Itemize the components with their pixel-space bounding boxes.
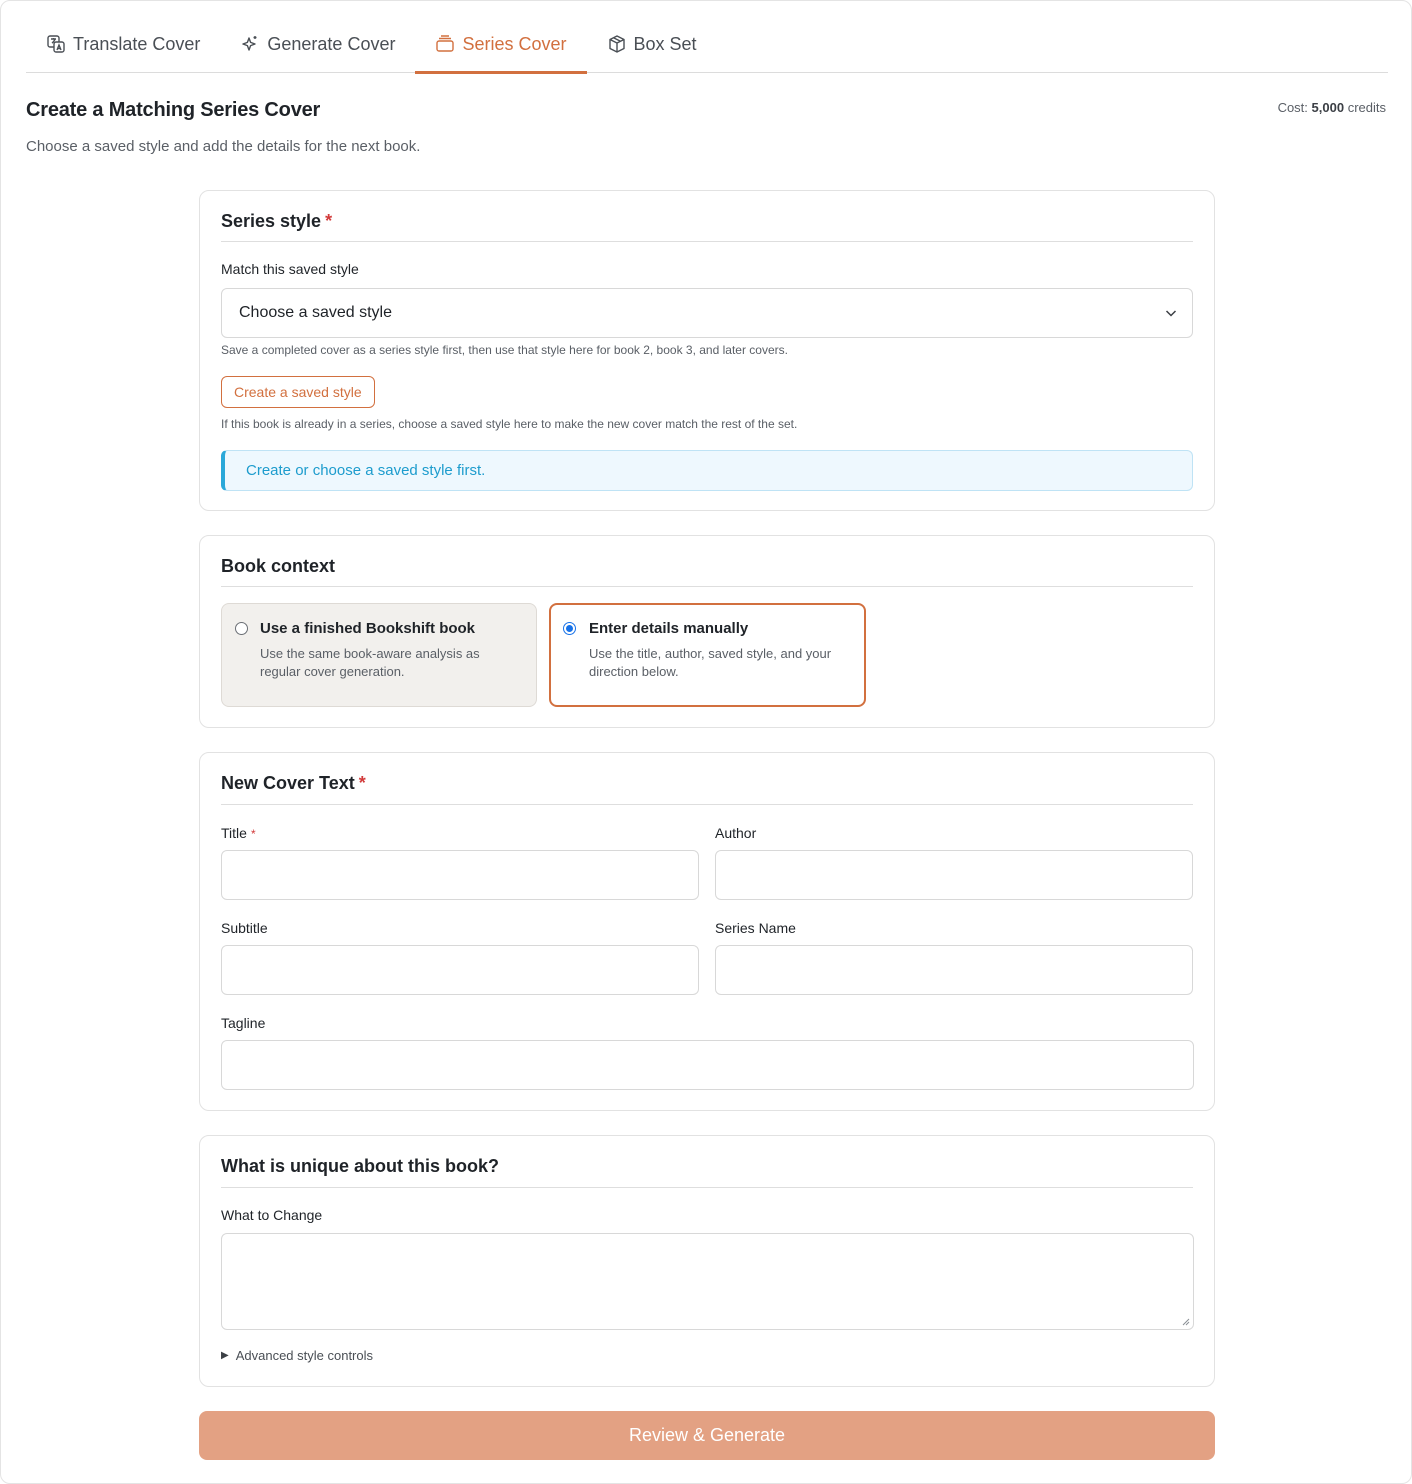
series-name-label: Series Name [715,920,796,936]
tab-label: Box Set [633,33,697,54]
what-to-change-label: What to Change [221,1207,323,1223]
disclosure-triangle-icon: ▶ [221,1350,229,1361]
cost-label: Cost: [1277,100,1308,115]
tab-translate-cover[interactable] [26,15,220,73]
required-marker: * [250,827,256,841]
cost-value: 5,000 [1311,100,1345,115]
unique-book-card [199,1135,1215,1387]
radio-manual-details[interactable] [563,622,576,635]
author-input[interactable] [715,850,1193,900]
cover-text-card [199,752,1215,1111]
create-saved-style-button[interactable]: Create a saved style [221,376,375,408]
option-title: Use a finished Bookshift book [260,620,476,637]
cost-indicator [1278,100,1386,115]
what-to-change-textarea[interactable] [221,1233,1194,1330]
unique-book-title: What is unique about this book? [221,1156,499,1176]
title-input[interactable] [221,850,699,900]
divider [221,1187,1193,1188]
tagline-label: Tagline [221,1015,266,1031]
divider [221,804,1193,805]
series-help: If this book is already in a series, choose a saved style here to make the new cover match the rest of the set. [221,417,798,431]
page-subtitle: Choose a saved style and add the details for the next book. [26,138,421,155]
info-alert [221,450,1193,491]
advanced-style-controls-toggle[interactable] [221,1348,373,1363]
cover-text-title [221,773,366,794]
tab-label: Series Cover [462,33,567,54]
match-style-label: Match this saved style [221,261,359,277]
sparkle-icon [240,34,260,54]
tab-box-set[interactable] [587,15,717,73]
tab-bar [26,15,1388,73]
divider [221,241,1193,242]
cost-unit: credits [1347,100,1386,115]
option-finished-book[interactable] [221,603,537,707]
cover-text-title-text: New Cover Text [221,773,355,793]
info-alert-text: Create or choose a saved style first. [246,462,486,479]
translate-icon [46,34,66,54]
book-context-card [199,535,1215,728]
resize-handle-icon[interactable] [1182,1318,1190,1326]
book-context-title: Book context [221,556,336,576]
saved-style-help: Save a completed cover as a series style first, then use that style here for book 2, book 3, and later covers. [221,343,788,357]
advanced-label: Advanced style controls [235,1348,373,1363]
series-name-input[interactable] [715,945,1193,995]
option-title: Enter details manually [589,620,749,637]
saved-style-select[interactable] [221,288,1193,338]
series-style-title-text: Series style [221,211,322,231]
tagline-input[interactable] [221,1040,1194,1090]
stack-icon [435,34,455,54]
divider [221,586,1193,587]
tab-label: Generate Cover [267,33,396,54]
series-style-title [221,211,332,232]
saved-style-select-value: Choose a saved style [239,304,392,321]
tab-series-cover[interactable] [415,15,586,73]
required-marker: * [325,211,333,231]
tab-generate-cover[interactable] [220,15,415,73]
subtitle-label: Subtitle [221,920,268,936]
box-icon [607,34,627,54]
subtitle-input[interactable] [221,945,699,995]
option-manual-details[interactable] [549,603,866,707]
option-description: Use the title, author, saved style, and your direction below. [589,646,832,679]
option-description: Use the same book-aware analysis as regular cover generation. [260,646,480,679]
review-generate-button[interactable]: Review & Generate [199,1411,1215,1460]
series-style-card [199,190,1215,511]
title-label-text: Title [221,825,247,841]
tab-label: Translate Cover [73,33,201,54]
radio-finished-book[interactable] [235,622,248,635]
title-label [221,825,256,841]
chevron-down-icon [1164,306,1178,320]
page-title: Create a Matching Series Cover [26,99,321,121]
author-label: Author [715,825,757,841]
required-marker: * [358,773,366,793]
